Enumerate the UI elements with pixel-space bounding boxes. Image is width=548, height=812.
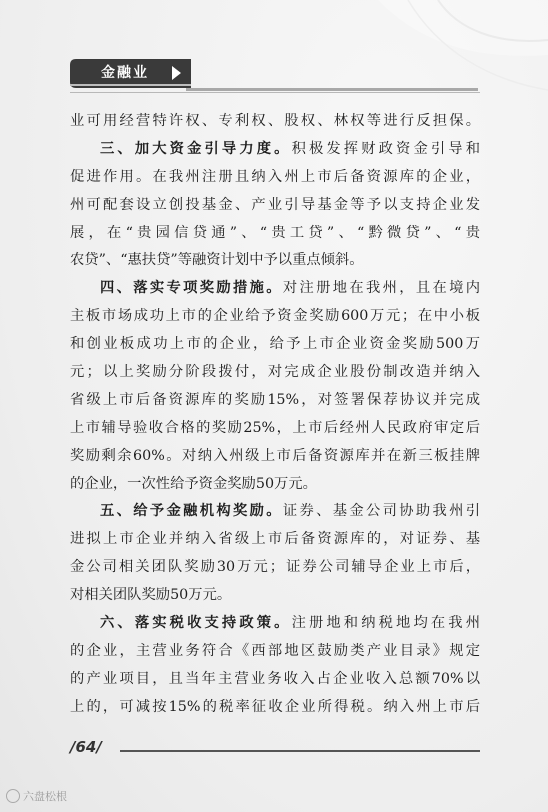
paragraph-heading-line bbox=[70, 610, 480, 638]
text-line: 和创业板成功上市的企业，给予上市企业资金奖励500万 bbox=[70, 336, 480, 353]
paragraph-heading-line bbox=[70, 498, 480, 526]
section-heading-4: 四、落实专项奖励措施。 bbox=[100, 280, 283, 297]
text-line: 金公司相关团队奖励30万元；证券公司辅导企业上市后， bbox=[70, 559, 480, 576]
header-rule-thin bbox=[70, 92, 480, 93]
text-span: 对注册地在我州，且在境内 bbox=[282, 280, 481, 297]
paragraph-heading-line bbox=[70, 275, 480, 303]
text-span: 积极发挥财政资金引导和 bbox=[291, 140, 481, 157]
header-rule bbox=[186, 88, 478, 91]
text-line: 省级上市后备资源库的奖励15%，对签署保荐协议并完成 bbox=[70, 391, 480, 408]
watermark bbox=[6, 788, 67, 804]
section-heading-3: 三、加大资金引导力度。 bbox=[100, 140, 292, 157]
text-line: 上的，可减按15%的税率征收企业所得税。纳入州上市后 bbox=[70, 698, 480, 715]
text-line: 州可配套设立创投基金、产业引导基金等予以支持企业发 bbox=[70, 196, 480, 213]
section-heading-5: 五、给予金融机构奖励。 bbox=[100, 503, 283, 520]
text-line: 主板市场成功上市的企业给予资金奖励600万元；在中小板 bbox=[70, 308, 480, 325]
triangle-right-icon bbox=[172, 66, 181, 80]
section-tab-label: 金融业 bbox=[101, 65, 149, 81]
text-span: 注册地和纳税地均在我州 bbox=[291, 615, 481, 632]
text-line: 对相关团队奖励50万元。 bbox=[70, 587, 232, 604]
text-line: 元；以上奖励分阶段拨付，对完成企业股份制改造并纳入 bbox=[70, 364, 480, 381]
text-line: 的产业项目，且当年主营业务收入占企业收入总额70%以 bbox=[70, 670, 480, 687]
text-line: 奖励剩余60%。对纳入州级上市后备资源库并在新三板挂牌 bbox=[70, 447, 480, 464]
text-line: 业可用经营特许权、专利权、股权、林权等进行反担保。 bbox=[70, 113, 480, 129]
text-line: 促进作用。在我州注册且纳入州上市后备资源库的企业， bbox=[70, 168, 480, 185]
footer-rule bbox=[120, 750, 480, 752]
page-number: /64/ bbox=[70, 738, 102, 756]
text-line: 的企业，一次性给予资金奖励50万元。 bbox=[70, 475, 317, 492]
section-heading-6: 六、落实税收支持政策。 bbox=[100, 615, 292, 632]
watermark-text: 六盘松根 bbox=[23, 790, 67, 803]
text-span: 证券、基金公司协助我州引 bbox=[282, 503, 481, 520]
paragraph-heading-line bbox=[70, 136, 480, 164]
text-line: 农贷”、“惠扶贷”等融资计划中予以重点倾斜。 bbox=[70, 252, 364, 269]
text-line: 展，在“贵园信贷通”、“贵工贷”、“黔微贷”、“贵 bbox=[70, 224, 480, 241]
text-line: 的企业，主营业务符合《西部地区鼓励类产业目录》规定 bbox=[70, 642, 480, 659]
leaf-decoration bbox=[348, 0, 548, 110]
body-text bbox=[70, 108, 480, 722]
text-line: 上市辅导验收合格的奖励25%，上市后经州人民政府审定后 bbox=[70, 419, 480, 436]
logo-icon bbox=[6, 789, 20, 803]
text-line: 进拟上市企业并纳入省级上市后备资源库的，对证券、基 bbox=[70, 531, 480, 548]
